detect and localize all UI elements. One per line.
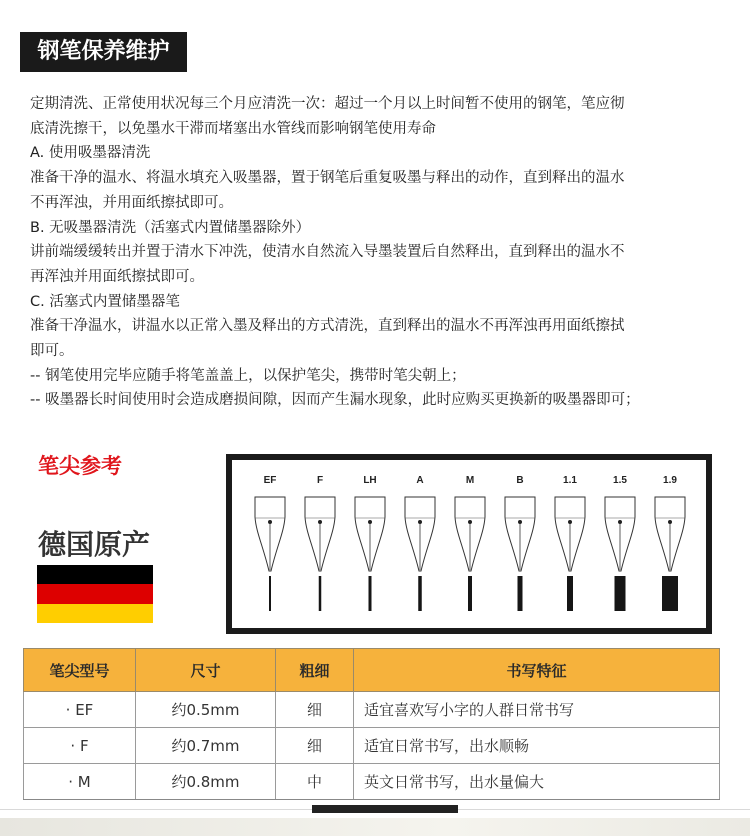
nib-size-label: LH: [363, 475, 377, 486]
column-header: 笔尖型号: [24, 649, 136, 692]
nib-stroke-sample: [518, 576, 523, 611]
nib-breather-hole: [418, 520, 422, 524]
table-cell: · F: [24, 728, 136, 764]
care-line: 讲前端缓缓转出并置于清水下冲洗，使清水自然流入导墨装置后自然释出，直到释出的温水不: [30, 244, 625, 261]
nib-breather-hole: [618, 520, 622, 524]
table-cell: · EF: [24, 692, 136, 728]
nib-stroke-sample: [418, 576, 422, 611]
care-line: -- 吸墨器长时间使用时会造成磨损间隙，因而产生漏水现象，此时应购买更换新的吸墨器即可；: [30, 392, 640, 409]
table-header-row: [24, 649, 720, 692]
table-row: [24, 728, 720, 764]
nib-chart: [226, 454, 712, 634]
care-line: 准备干净的温水、将温水填充入吸墨器，置于钢笔后重复吸墨与释出的动作，直到释出的温水: [30, 170, 625, 187]
nib-size-label: 1.1: [563, 475, 577, 486]
care-line: B. 无吸墨器清洗（活塞式内置储墨器除外）: [30, 219, 311, 236]
nib-size-label: 1.5: [613, 475, 627, 486]
table-cell: 细: [276, 692, 354, 728]
care-line: -- 钢笔使用完毕应随手将笔盖盖上，以保护笔尖，携带时笔尖朝上；: [30, 367, 466, 384]
table-cell: 适宜日常书写，出水顺畅: [354, 728, 720, 764]
nib-size-label: M: [465, 475, 475, 486]
table-cell: 英文日常书写，出水量偏大: [354, 764, 720, 800]
footer-strip: [0, 818, 750, 836]
care-line: A. 使用吸墨器清洗: [30, 145, 151, 162]
origin-label: 德国原产: [38, 528, 151, 561]
table-cell: 中: [276, 764, 354, 800]
nib-stroke-sample: [567, 576, 573, 611]
nib-size-label: B: [516, 475, 524, 486]
flag-stripe-black: [37, 565, 153, 584]
nib-breather-hole: [568, 520, 572, 524]
nib-size-label: 1.9: [663, 475, 677, 486]
table-row: [24, 692, 720, 728]
nib-size-label: F: [316, 475, 324, 486]
column-header: 书写特征: [354, 649, 720, 692]
nib-size-label: EF: [263, 475, 277, 486]
germany-flag-icon: [37, 565, 153, 623]
nib-breather-hole: [518, 520, 522, 524]
nib-stroke-sample: [662, 576, 678, 611]
nib-chart-panel: [226, 454, 712, 634]
nib-reference-heading: 笔尖参考: [38, 454, 122, 478]
nib-stroke-sample: [319, 576, 322, 611]
nib-breather-hole: [668, 520, 672, 524]
nib-breather-hole: [468, 520, 472, 524]
section-title: 钢笔保养维护: [20, 32, 187, 72]
care-line: 不再浑浊，并用面纸擦拭即可。: [30, 194, 233, 211]
table-cell: 约0.5mm: [136, 692, 276, 728]
nib-breather-hole: [368, 520, 372, 524]
care-line: 底清洗擦干，以免墨水干滞而堵塞出水管线而影响钢笔使用寿命: [30, 120, 436, 137]
nib-breather-hole: [318, 520, 322, 524]
flag-stripe-red: [37, 584, 153, 603]
care-line: 定期清洗、正常使用状况每三个月应清洗一次：超过一个月以上时间暂不使用的钢笔，笔应彻: [30, 96, 625, 112]
table-cell: 适宜喜欢写小字的人群日常书写: [354, 692, 720, 728]
table-cell: 约0.7mm: [136, 728, 276, 764]
column-header: 粗细: [276, 649, 354, 692]
care-line: C. 活塞式内置储墨器笔: [30, 293, 180, 310]
table-cell: · M: [24, 764, 136, 800]
footer-divider-bar: [312, 805, 458, 813]
nib-stroke-sample: [615, 576, 626, 611]
nib-stroke-sample: [269, 576, 271, 611]
table-row: [24, 764, 720, 800]
nib-spec-table: [23, 648, 720, 800]
care-line: 再浑浊并用面纸擦拭即可。: [30, 268, 204, 285]
column-header: 尺寸: [136, 649, 276, 692]
table-cell: 约0.8mm: [136, 764, 276, 800]
nib-size-label: A: [416, 475, 424, 486]
care-line: 准备干净温水，讲温水以正常入墨及释出的方式清洗，直到释出的温水不再浑浊再用面纸擦拭: [30, 318, 625, 335]
nib-breather-hole: [268, 520, 272, 524]
nib-stroke-sample: [468, 576, 472, 611]
care-line: 即可。: [30, 343, 74, 360]
table-cell: 细: [276, 728, 354, 764]
flag-stripe-gold: [37, 604, 153, 623]
nib-stroke-sample: [369, 576, 372, 611]
care-instructions: [30, 92, 720, 413]
